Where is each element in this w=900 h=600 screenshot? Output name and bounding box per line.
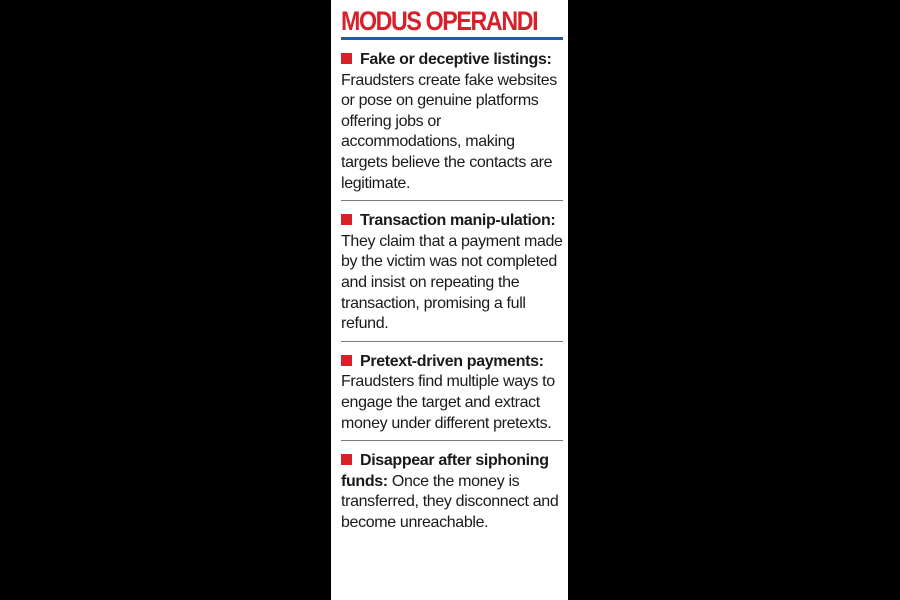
item-heading: Transaction manip-ulation: [360,212,556,230]
item-heading: Pretext-driven payments: [360,352,544,370]
item-paragraph [341,211,563,335]
item-text: Once the money is transferred, they disconnect and become unreachable. [341,472,559,531]
square-bullet-icon [341,53,352,64]
item-text: They claim that a payment made by the victim was not completed and insist on repeating the transaction, promising a full refund. [341,232,563,333]
item-heading: Fake or deceptive listings: [360,51,552,68]
list-item [341,40,563,201]
item-text: Fraudsters create fake websites or pose on genuine platforms offering jobs or accommodations, making targets believe the contacts are legitimate. [341,71,557,192]
item-text: Fraudsters find multiple ways to engage the target and extract money under different pretexts. [341,373,555,432]
list-item [341,342,563,441]
square-bullet-icon [341,355,352,366]
modus-operandi-panel [331,0,568,600]
square-bullet-icon [341,214,352,225]
item-paragraph [341,352,563,434]
item-paragraph [341,50,563,194]
panel-title: MODUS OPERANDI [341,6,538,36]
item-heading: Disappear after siphoning funds: [341,452,549,490]
list-item [341,441,563,539]
list-item [341,201,563,342]
item-paragraph [341,451,563,533]
square-bullet-icon [341,454,352,465]
